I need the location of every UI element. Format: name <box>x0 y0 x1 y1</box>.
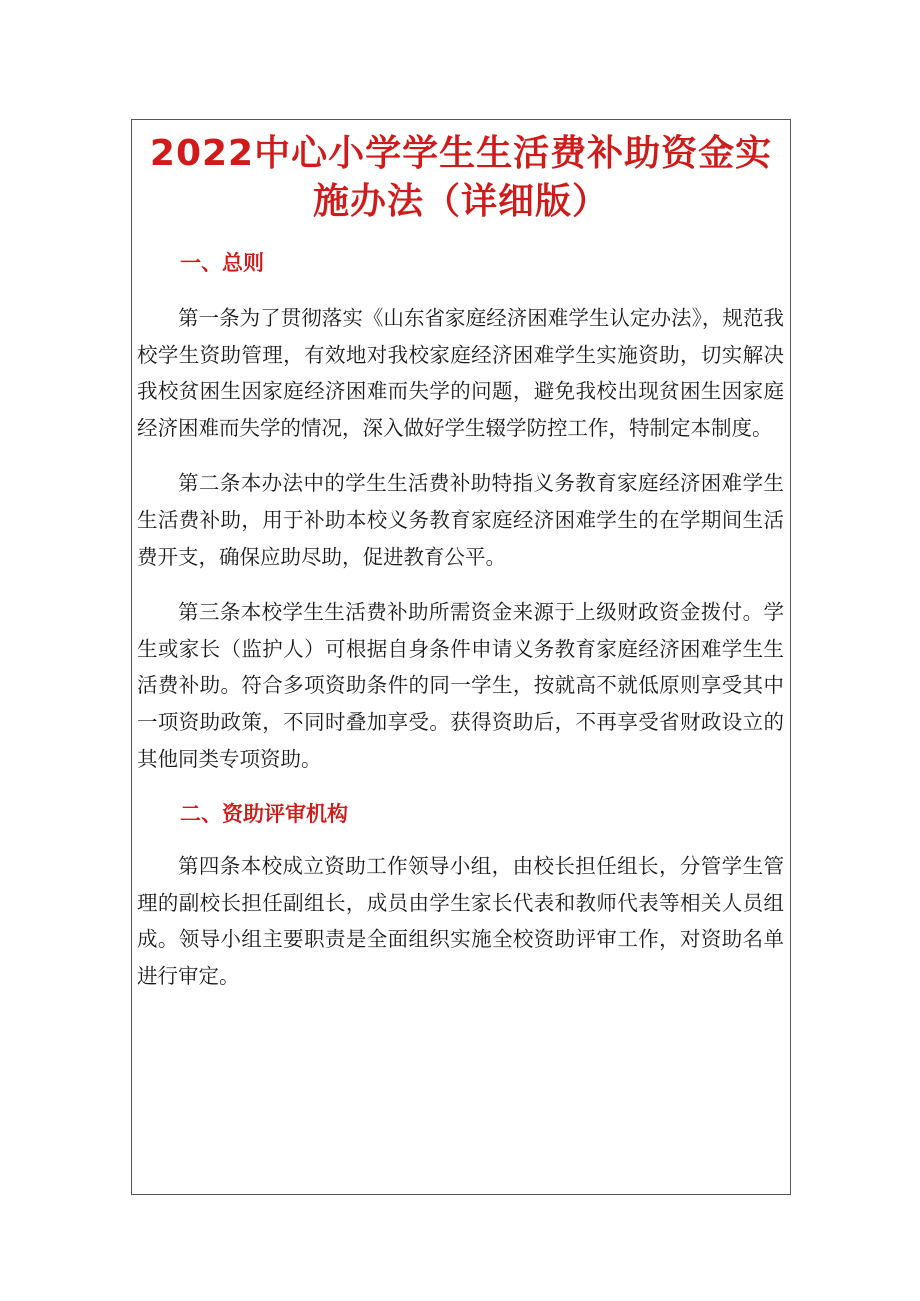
section-heading-general: 一、总则 <box>180 251 264 275</box>
article-4-paragraph: 第四条本校成立资助工作领导小组，由校长担任组长，分管学生管理的副校长担任副组长，成员由学生家长代表和教师代表等相关人员组成。领导小组主要职责是全面组织实施全校资助评审工作，对资助名单进行审定。 <box>137 854 784 988</box>
section-heading-review-body: 二、资助评审机构 <box>180 802 348 827</box>
article-3-paragraph: 第三条本校学生生活费补助所需资金来源于上级财政资金拨付。学生或家长（监护人）可根据自身条件申请义务教育家庭经济困难学生生活费补助。符合多项资助条件的同一学生，按就高不就低原则享受其中一项资助政策，不同时叠加享受。获得资助后，不再享受省财政设立的其他同类专项资助。 <box>137 600 784 771</box>
article-2-paragraph: 第二条本办法中的学生生活费补助特指义务教育家庭经济困难学生生活费补助，用于补助本校义务教育家庭经济困难学生的在学期间生活费开支，确保应助尽助，促进教育公平。 <box>137 471 784 569</box>
document-title: 2022中心小学学生生活费补助资金实施办法（详细版） <box>149 133 773 222</box>
document-page <box>131 119 791 1195</box>
article-1-paragraph: 第一条为了贯彻落实《山东省家庭经济困难学生认定办法》，规范我校学生资助管理，有效地对我校家庭经济困难学生实施资助，切实解决我校贫困生因家庭经济困难而失学的问题，避免我校出现贫困生因家庭经济困难而失学的情况，深入做好学生辍学防控工作，特制定本制度。 <box>137 306 784 440</box>
